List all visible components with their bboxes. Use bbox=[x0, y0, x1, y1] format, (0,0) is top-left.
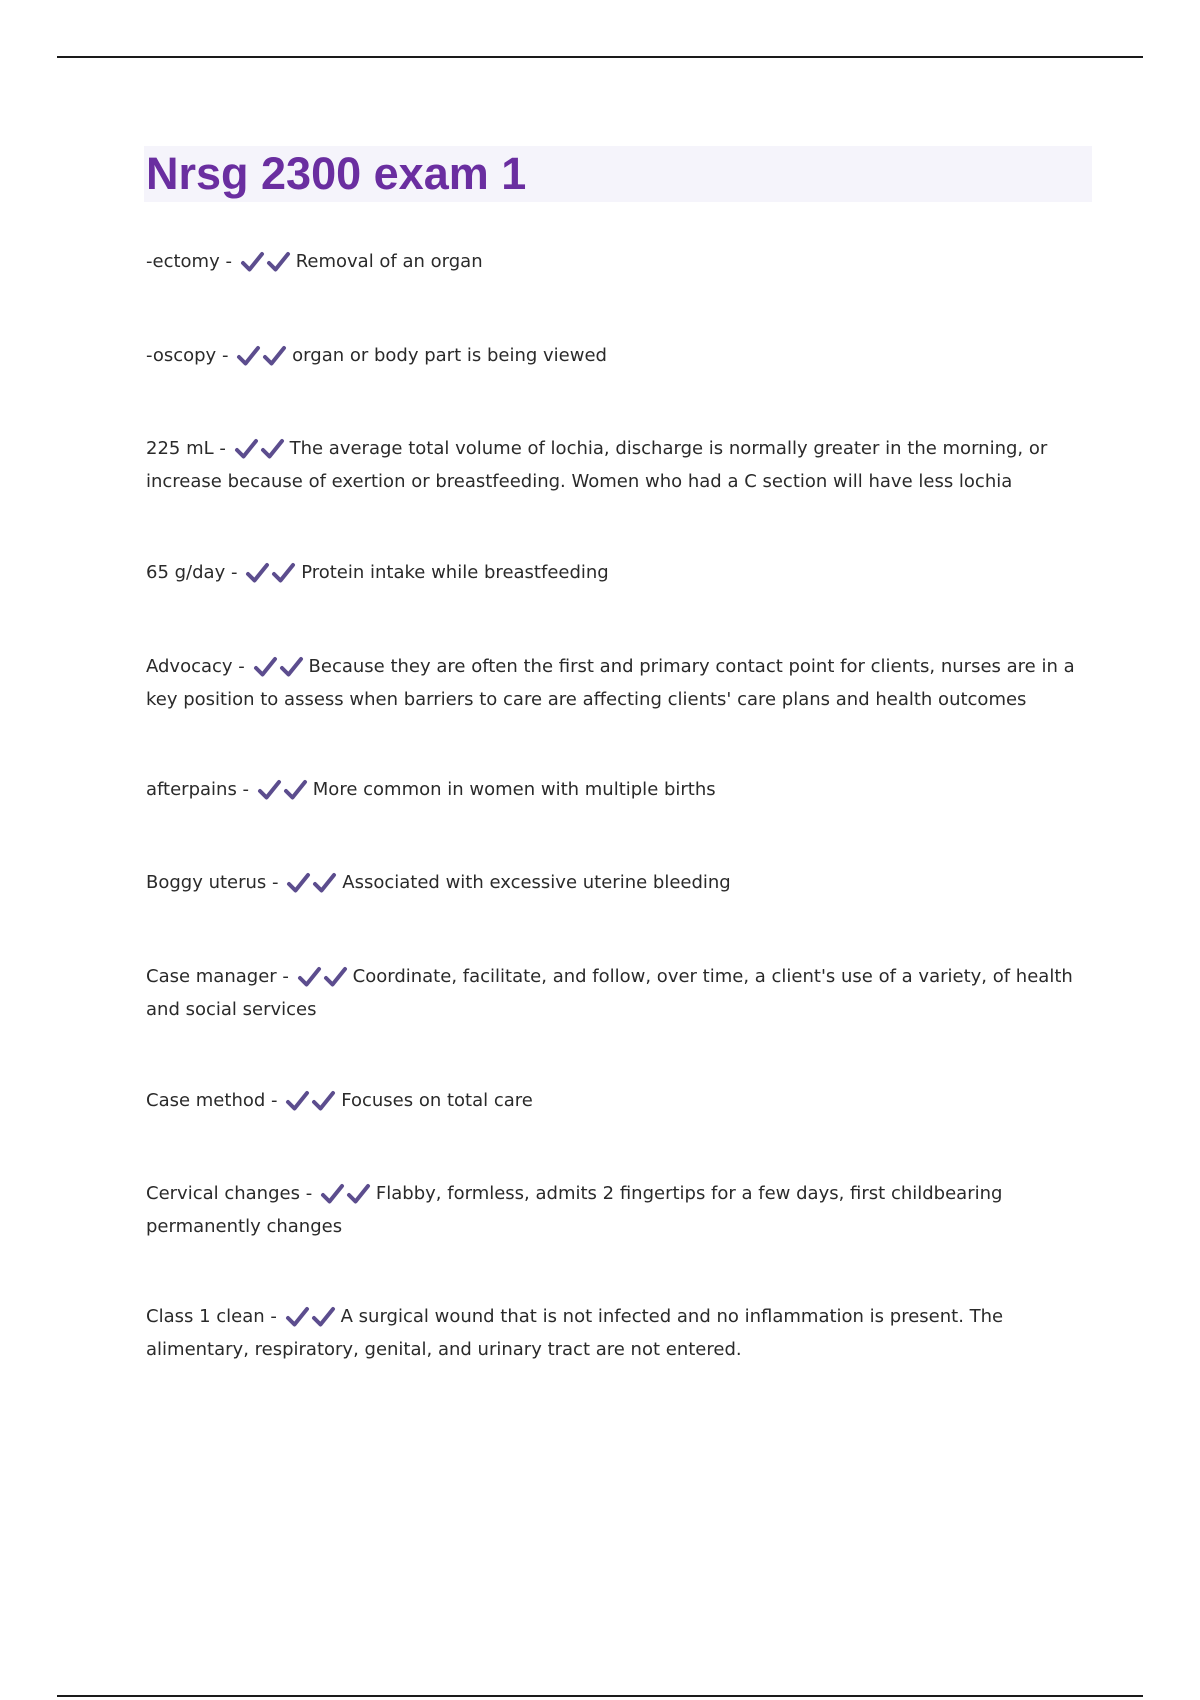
entry-term: Class 1 clean bbox=[146, 1306, 265, 1327]
check-marks bbox=[320, 1183, 372, 1212]
entry-term: 65 g/day bbox=[146, 562, 226, 583]
check-marks bbox=[257, 779, 309, 808]
entry-definition: A surgical wound that is not infected and no inflammation is present. The alimentary, respiratory, genital, and urinary tract are not entered. bbox=[146, 1306, 1004, 1360]
page-title: Nrsg 2300 exam 1 bbox=[146, 148, 527, 199]
checkmark-icon bbox=[311, 1306, 337, 1328]
checkmark-icon bbox=[257, 779, 283, 801]
entry-term: Advocacy bbox=[146, 656, 233, 677]
check-marks bbox=[297, 966, 349, 995]
flashcard-entry: Case method - Focuses on total care bbox=[146, 1086, 1086, 1119]
entry-definition: Because they are often the first and primary contact point for clients, nurses are in a key position to assess when barriers to care are affecting clients' care plans and health outcomes bbox=[146, 656, 1075, 710]
checkmark-icon bbox=[323, 966, 349, 988]
entry-definition: The average total volume of lochia, discharge is normally greater in the morning, or increase because of exertion or breastfeeding. Women who had a C section will have less lochia bbox=[146, 438, 1048, 492]
entry-definition: Removal of an organ bbox=[295, 251, 483, 272]
checkmark-icon bbox=[285, 1306, 311, 1328]
check-marks bbox=[286, 872, 338, 901]
checkmark-icon bbox=[297, 966, 323, 988]
entry-definition: Coordinate, facilitate, and follow, over time, a client's use of a variety, of health and social services bbox=[146, 966, 1073, 1020]
checkmark-icon bbox=[271, 562, 297, 584]
entry-definition: More common in women with multiple births bbox=[312, 779, 716, 800]
checkmark-icon bbox=[285, 1090, 311, 1112]
checkmark-icon bbox=[262, 345, 288, 367]
checkmark-icon bbox=[236, 345, 262, 367]
entry-term: 225 mL bbox=[146, 438, 214, 459]
flashcard-entry: Class 1 clean - A surgical wound that is not infected and no inflammation is present. The alimentary, respiratory, genital, and urinary tract are not entered. bbox=[146, 1306, 1004, 1360]
checkmark-icon bbox=[312, 872, 338, 894]
checkmark-icon bbox=[245, 562, 271, 584]
check-marks bbox=[234, 438, 286, 467]
checkmark-icon bbox=[346, 1183, 372, 1205]
checkmark-icon bbox=[240, 251, 266, 273]
checkmark-icon bbox=[253, 656, 279, 678]
entry-definition: Protein intake while breastfeeding bbox=[301, 562, 609, 583]
entry-term: -oscopy bbox=[146, 345, 217, 366]
flashcard-entry: -oscopy - organ or body part is being viewed bbox=[146, 341, 1086, 374]
entry-term: Case manager bbox=[146, 966, 277, 987]
entry-definition: Flabby, formless, admits 2 fingertips for a few days, first childbearing permanently changes bbox=[146, 1183, 1003, 1237]
flashcard-entry: Advocacy - Because they are often the first and primary contact point for clients, nurses are in a key position to assess when barriers to care are affecting clients' care plans and health outcomes bbox=[146, 656, 1075, 710]
flashcard-entry: afterpains - More common in women with multiple births bbox=[146, 775, 1086, 808]
flashcard-entry: 65 g/day - Protein intake while breastfeeding bbox=[146, 558, 1086, 591]
entry-term: Case method bbox=[146, 1090, 266, 1111]
flashcard-entry: Cervical changes - Flabby, formless, admits 2 fingertips for a few days, first childbearing permanently changes bbox=[146, 1183, 1003, 1237]
entry-term: Boggy uterus bbox=[146, 872, 267, 893]
page-top-rule bbox=[57, 56, 1143, 58]
checkmark-icon bbox=[279, 656, 305, 678]
checkmark-icon bbox=[286, 872, 312, 894]
flashcard-entry: 225 mL - The average total volume of lochia, discharge is normally greater in the morning, or increase because of exertion or breastfeeding. Women who had a C section will have less lochia bbox=[146, 438, 1048, 492]
check-marks bbox=[236, 345, 288, 374]
checkmark-icon bbox=[283, 779, 309, 801]
flashcard-entry: Boggy uterus - Associated with excessive uterine bleeding bbox=[146, 868, 1086, 901]
entry-definition: organ or body part is being viewed bbox=[292, 345, 607, 366]
checkmark-icon bbox=[311, 1090, 337, 1112]
entry-term: afterpains bbox=[146, 779, 237, 800]
checkmark-icon bbox=[260, 438, 286, 460]
flashcard-entry: -ectomy - Removal of an organ bbox=[146, 247, 1086, 280]
page-bottom-rule bbox=[57, 1695, 1143, 1697]
entry-definition: Focuses on total care bbox=[341, 1090, 533, 1111]
check-marks bbox=[285, 1090, 337, 1119]
checkmark-icon bbox=[234, 438, 260, 460]
flashcard-entry: Case manager - Coordinate, facilitate, and follow, over time, a client's use of a variety, of health and social services bbox=[146, 966, 1073, 1020]
entry-definition: Associated with excessive uterine bleeding bbox=[342, 872, 731, 893]
checkmark-icon bbox=[266, 251, 292, 273]
check-marks bbox=[253, 656, 305, 685]
check-marks bbox=[240, 251, 292, 280]
check-marks bbox=[285, 1306, 337, 1335]
entry-term: -ectomy bbox=[146, 251, 220, 272]
checkmark-icon bbox=[320, 1183, 346, 1205]
check-marks bbox=[245, 562, 297, 591]
entry-term: Cervical changes bbox=[146, 1183, 300, 1204]
